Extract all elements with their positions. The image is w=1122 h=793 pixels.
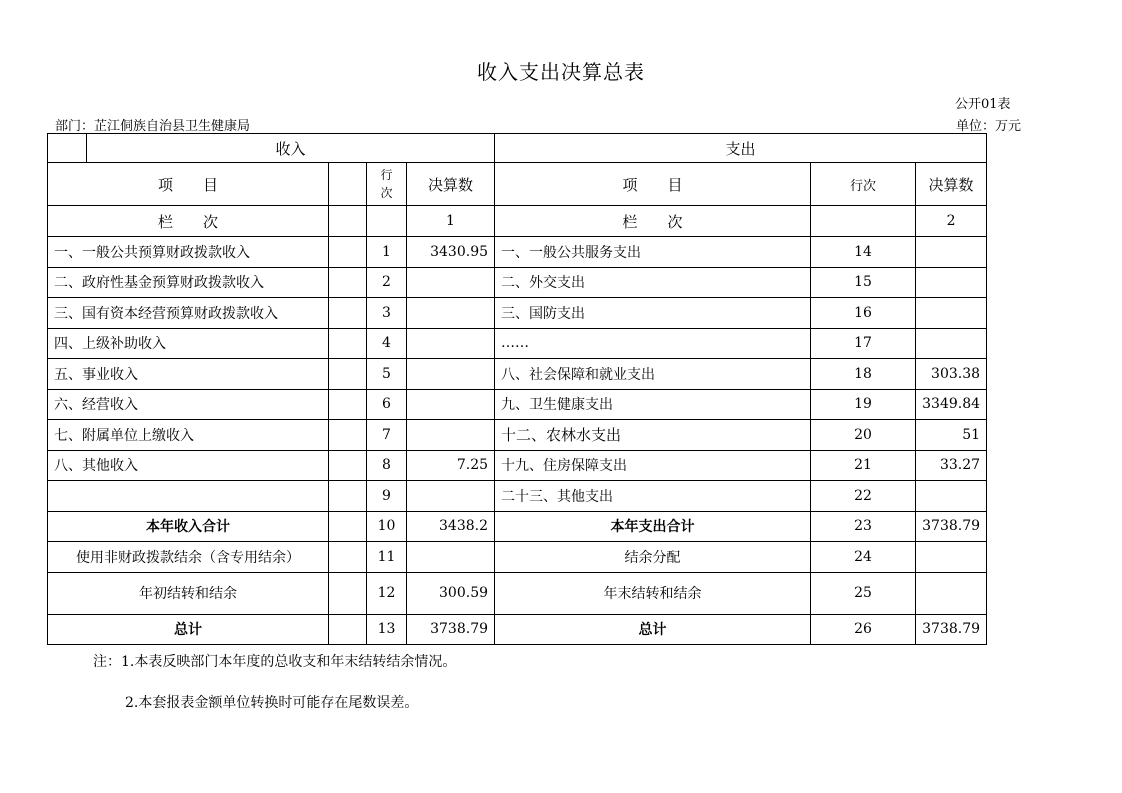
income-row-no: 2 [367, 267, 407, 298]
income-row-no-header: 行 次 [367, 163, 407, 206]
income-row-no: 7 [367, 420, 407, 451]
blank-cell [367, 206, 407, 237]
income-amount [407, 359, 495, 390]
expense-total-label: 年末结转和结余 [495, 572, 811, 614]
expense-row-no: 14 [811, 237, 916, 268]
income-amount [407, 481, 495, 512]
column-header-row [48, 163, 987, 206]
income-amount [407, 420, 495, 451]
income-row-no: 5 [367, 359, 407, 390]
income-amount [407, 328, 495, 359]
expense-amount [916, 267, 987, 298]
expense-amount: 33.27 [916, 450, 987, 481]
section-expense-header: 支出 [495, 134, 987, 163]
expense-amount: 3738.79 [916, 511, 987, 542]
expense-item-label: 十二、农林水支出 [495, 420, 811, 451]
blank-cell [329, 450, 367, 481]
expense-row-no: 18 [811, 359, 916, 390]
department-label: 部门：芷江侗族自治县卫生健康局 [55, 119, 251, 134]
table-row [48, 450, 987, 481]
grand-total-row [48, 614, 987, 645]
income-amount: 300.59 [407, 572, 495, 614]
expense-row-no-header: 行次 [811, 163, 916, 206]
blank-cell [329, 359, 367, 390]
expense-row-no: 26 [811, 614, 916, 645]
expense-lanci-value: 2 [916, 206, 987, 237]
expense-item-label: 八、社会保障和就业支出 [495, 359, 811, 390]
income-item-label: 一、一般公共预算财政拨款收入 [48, 237, 329, 268]
table-row [48, 389, 987, 420]
blank-cell [329, 328, 367, 359]
income-total-label: 使用非财政拨款结余（含专用结余） [48, 542, 329, 573]
income-item-label: 八、其他收入 [48, 450, 329, 481]
nonfiscal-row [48, 542, 987, 573]
footnote-1: 注：1.本表反映部门本年度的总收支和年末结转结余情况。 [93, 654, 457, 670]
income-total-label: 总计 [48, 614, 329, 645]
income-row-no: 13 [367, 614, 407, 645]
expense-total-label: 结余分配 [495, 542, 811, 573]
income-amount [407, 267, 495, 298]
income-item-label: 二、政府性基金预算财政拨款收入 [48, 267, 329, 298]
blank-cell [329, 511, 367, 542]
expense-row-no: 19 [811, 389, 916, 420]
expense-row-no: 25 [811, 572, 916, 614]
expense-amount: 51 [916, 420, 987, 451]
table-row [48, 420, 987, 451]
summary-table [47, 133, 987, 645]
blank-cell [329, 389, 367, 420]
form-number: 公开01表 [955, 97, 1011, 112]
expense-row-no: 15 [811, 267, 916, 298]
expense-amount: 3349.84 [916, 389, 987, 420]
expense-item-label: 二十三、其他支出 [495, 481, 811, 512]
expense-row-no: 20 [811, 420, 916, 451]
expense-item-label: 九、卫生健康支出 [495, 389, 811, 420]
expense-lanci-label: 栏 次 [495, 206, 811, 237]
expense-row-no: 17 [811, 328, 916, 359]
table-row [48, 359, 987, 390]
table-row [48, 267, 987, 298]
expense-item-header: 项 目 [495, 163, 811, 206]
income-amount: 3738.79 [407, 614, 495, 645]
income-item-label [48, 481, 329, 512]
blank-cell [329, 298, 367, 329]
blank-cell [329, 267, 367, 298]
income-lanci-value: 1 [407, 206, 495, 237]
income-row-no: 12 [367, 572, 407, 614]
income-row-no: 9 [367, 481, 407, 512]
income-amount [407, 542, 495, 573]
income-amount [407, 389, 495, 420]
table-row [48, 328, 987, 359]
blank-cell [329, 572, 367, 614]
table-row [48, 298, 987, 329]
blank-cell [329, 206, 367, 237]
income-item-label: 五、事业收入 [48, 359, 329, 390]
income-total-label: 本年收入合计 [48, 511, 329, 542]
corner-cell [48, 134, 87, 163]
blank-header-cell [329, 163, 367, 206]
income-item-label: 四、上级补助收入 [48, 328, 329, 359]
expense-row-no: 21 [811, 450, 916, 481]
expense-item-label: 二、外交支出 [495, 267, 811, 298]
table-row [48, 481, 987, 512]
blank-cell [329, 542, 367, 573]
expense-amount: 303.38 [916, 359, 987, 390]
expense-row-no: 23 [811, 511, 916, 542]
blank-cell [329, 420, 367, 451]
income-row-no: 3 [367, 298, 407, 329]
page-title: 收入支出决算总表 [477, 60, 645, 84]
expense-item-label: …… [495, 328, 811, 359]
income-amount-header: 决算数 [407, 163, 495, 206]
expense-row-no: 24 [811, 542, 916, 573]
income-item-label: 六、经营收入 [48, 389, 329, 420]
income-row-no: 8 [367, 450, 407, 481]
year-total-row [48, 511, 987, 542]
income-lanci-label: 栏 次 [48, 206, 329, 237]
income-item-label: 七、附属单位上缴收入 [48, 420, 329, 451]
expense-row-no: 16 [811, 298, 916, 329]
income-item-label: 三、国有资本经营预算财政拨款收入 [48, 298, 329, 329]
income-amount: 3438.2 [407, 511, 495, 542]
blank-cell [329, 481, 367, 512]
income-row-no: 11 [367, 542, 407, 573]
blank-cell [329, 614, 367, 645]
expense-item-label: 十九、住房保障支出 [495, 450, 811, 481]
income-total-label: 年初结转和结余 [48, 572, 329, 614]
carryover-row [48, 572, 987, 614]
expense-amount [916, 572, 987, 614]
table-row [48, 237, 987, 268]
expense-amount [916, 542, 987, 573]
expense-total-label: 本年支出合计 [495, 511, 811, 542]
income-amount: 3430.95 [407, 237, 495, 268]
unit-label: 单位：万元 [956, 119, 1022, 134]
blank-cell [811, 206, 916, 237]
footnote-2: 2.本套报表金额单位转换时可能存在尾数误差。 [125, 695, 419, 711]
expense-item-label: 一、一般公共服务支出 [495, 237, 811, 268]
income-row-no: 4 [367, 328, 407, 359]
section-header-row [48, 134, 987, 163]
lanci-row [48, 206, 987, 237]
blank-cell [329, 237, 367, 268]
expense-amount [916, 237, 987, 268]
expense-item-label: 三、国防支出 [495, 298, 811, 329]
expense-amount [916, 298, 987, 329]
income-row-no: 1 [367, 237, 407, 268]
expense-amount [916, 481, 987, 512]
income-row-no: 10 [367, 511, 407, 542]
income-item-header: 项 目 [48, 163, 329, 206]
expense-amount [916, 328, 987, 359]
expense-row-no: 22 [811, 481, 916, 512]
income-row-no: 6 [367, 389, 407, 420]
expense-amount: 3738.79 [916, 614, 987, 645]
section-income-header: 收入 [87, 134, 495, 163]
expense-total-label: 总计 [495, 614, 811, 645]
income-amount: 7.25 [407, 450, 495, 481]
income-amount [407, 298, 495, 329]
expense-amount-header: 决算数 [916, 163, 987, 206]
